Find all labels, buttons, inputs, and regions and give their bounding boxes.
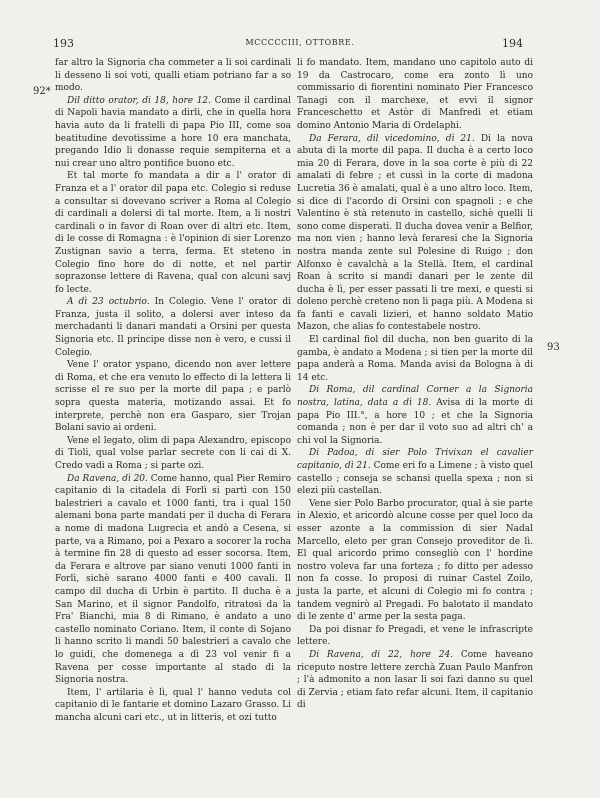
- paragraph-heading: Da Ravena, dì 20.: [67, 473, 148, 484]
- paragraph-text: Come il cardinal di Napoli havia mandato a dirli, che in quella hora havia auto da li fratelli di papa Pio III, come soa beatitudine devotissime a hore 10 era manchata, pregando Idio li donasse requie sempiterna et a nui crear uno altro pontifice buono etc.: [55, 95, 291, 169]
- paragraph: [297, 447, 533, 497]
- paragraph-text: In Colegio. Vene l' orator di Franza, justa il solito, a dolersi aver inteso da merchadanti li danari mandati a Orsini per questa Signoria etc. Il principe disse non è vero, e cussi il Colegio.: [55, 297, 292, 358]
- paragraph-heading: Di Ravena, di 22, hore 24.: [309, 649, 454, 660]
- paragraph-text: Da poi disnar fo Pregadi, et vene le infrascripte lettere.: [297, 624, 533, 648]
- paragraph: [297, 133, 533, 335]
- paragraph-heading: Di Padoa, di sier Polo Trivixan el cavalier capitanio, dì 21.: [297, 448, 533, 471]
- paragraph: [55, 359, 291, 435]
- paragraph: [55, 95, 291, 171]
- paragraph-text: El cardinal fiol dil ducha, non ben guarito di la gamba, è andato a Modena ; si tien per la morte dil papa anderà a Roma. Manda avisi da Bologna à di 14 etc.: [297, 335, 533, 383]
- margin-note-right: 93: [547, 342, 560, 353]
- right-column: [297, 57, 533, 712]
- paragraph: [297, 624, 533, 649]
- paragraph-text: Avisa di la morte di papa Pio III.°, a hore 10 ; et che la Signoria comanda ; non è per dar il voto suo ad altri ch' a chi vol la Signoria.: [297, 398, 533, 446]
- page-header: [0, 37, 600, 53]
- paragraph: [55, 170, 291, 296]
- paragraph-heading: A dì 23 octubrio.: [67, 297, 150, 308]
- paragraph: [55, 687, 291, 725]
- paragraph: [297, 498, 533, 624]
- paragraph-text: Di la nova abuta di la morte dil papa. Il ducha è a certo loco mia 20 di Ferara, dove in la soa corte è più di 22 amalati di febre ; et cussì in la corte di madona Lucretia 36 è amalati, qual è a uno altro loco. Item, si dice di l'acordo di Orsini con spagnoli ; e che Valentino è stà retenuto in castello, sichè quelli li sono come disperati. Il ducha dovea venir a Belfior, ma non vien ; hanno levà feraresi che la Signoria nostra manda zente sul Polesine di Ruigo ; don Alfonxo è cavalchà a la Stellà. Item, el cardinal Roan à scrito si mandi danari per le zente dil ducha è lì, per esser passati li tre mexi, e questi si doleno perchè creteno non li paga più. A Modena si fa fanti e cavali lizieri, et hanno soldato Matio Mazon, che alias fo contestabele nostro.: [297, 133, 533, 333]
- paragraph-text: Come haveano riceputo nostre lettere zerchà Zuan Paulo Manfron ; l'à admonito a non lasar li soi fazi danno su quel di Zervia ; etiam fato refar alcuni. Item, il capitanio di: [297, 649, 533, 711]
- paragraph-text: Vene l' orator yspano, dicendo non aver lettere di Roma, et che era venuto lo effecto di la lettera li scrisse el re suo per la morte dil papa ; e parlò sopra questa materia, motizando assai. Et fo interprete, perchè non era Gasparo, sier Trojan Bolani savio ai ordeni.: [55, 360, 291, 434]
- paragraph-text: Come hanno, qual Pier Remiro capitanio di la citadela di Forlì si partì con 150 balestrieri a cavalo et 1000 fanti, tra i qual 150 alemani bona parte mandati per il ducha di Ferara a nome di madona Lugrecia et andò a Cesena, si parte, va a Rimano, poi a Pexaro a socorer la rocha à termine fin 28 di questo ad esser socorsa. Item, da Ferara e altrove par siano venuti 1000 fanti in Forlì, sichè sarano 4000 fanti e 400 cavali. Il campo dil ducha di Urbin è partito. Il ducha è a San Marino, et il signor Pandolfo, ritratosi da la Fra' Bianchi, mia 8 di Rimano, è andato a uno castello nominato Coriano. Item, il conte di Sojano li hanno scrito li mandi 50 balestrieri a cavalo che lo guidi, che domenega a dì 23 vol venir fi a Ravena per cosse importante al stado di la Signoria nostra.: [55, 473, 292, 686]
- page-number-left: 193: [53, 37, 74, 50]
- paragraph-text: Item, l' artilaria è lì, qual l' hanno veduta col capitanio di le fantarie et domino Lazaro Grasso. Li mancha alcuni cari etc., ut in litteris, et ozi tutto: [55, 687, 291, 723]
- paragraph-heading: Da Ferara, dil vicedomino, dì 21.: [309, 133, 475, 144]
- paragraph: [297, 57, 533, 133]
- paragraph: [55, 296, 291, 359]
- paragraph-text: far altro la Signoria cha commeter a li soi cardinali li desseno li soi voti, qualli etiam potriano far a so modo.: [55, 58, 291, 94]
- paragraph-text: Vene sier Polo Barbo procurator, qual à sie parte in Alexio, et aricordò alcune cosse per quel loco da esser azonte a la commission di sier Nadal Marcello, eleto per gran Consejo proveditor de lì. El qual aricordo primo consegliò con l' hordine nostro voleva far una forteza ; fo ditto per adesso non fa cosse. Io proposi di ruinar Castel Zoilo, justa la parte, et alcuni di Colegio mi fo contra ; tandem vegnirò al Pregadi. Fo balotato il mandato di le zente d' arme per la sesta paga.: [297, 498, 533, 623]
- paragraph-text: Et tal morte fo mandata a dir a l' orator di Franza et a l' orator dil papa etc. Colegio si reduse a consultar si dovevano scriver a Roma al Colegio di cardinali a dolersi di tal morte. Item, a li nostri cardinali o in favor di Roan over di altri etc. Item, di le cosse di Romagna : è l'opinion di sier Lorenzo Zustignan savio a terra, ferma. Et steteno in Colegio fino hore do di notte, et nel partir soprazonse lettere di Ravena, qual con alcuni savj fo lecte.: [55, 171, 291, 295]
- paragraph-text: Come eri fo a Limene ; à visto quel castello ; conseja se schansi quella spexa ; non si elezi più castellan.: [297, 461, 533, 497]
- paragraph: [297, 649, 533, 712]
- margin-note-left: 92*: [33, 86, 51, 97]
- page-number-right: 194: [502, 37, 523, 50]
- paragraph: [55, 435, 291, 473]
- running-title: MCCCCCIII, OTTOBRE.: [245, 38, 355, 47]
- left-column: [55, 57, 291, 724]
- paragraph-heading: Dil ditto orator, di 18, hore 12.: [67, 95, 212, 106]
- paragraph: [55, 57, 291, 95]
- paragraph: [297, 384, 533, 447]
- paragraph: [297, 334, 533, 384]
- paragraph: [55, 473, 291, 687]
- paragraph-heading: Di Roma, dil cardinal Corner a la Signoria nostra, latina, data a dì 18.: [297, 385, 533, 409]
- paragraph-text: Vene el legato, olim di papa Alexandro, episcopo di Tioli, qual volse parlar secrete con li cai di X. Credo vadi a Roma ; si parte ozi.: [55, 435, 291, 471]
- paragraph-text: li fo mandato. Item, mandano uno capitolo auto di 19 da Castrocaro, come era zonto lì uno commissario di fiorentini nominato Pier Francesco Tanagi con il marchexe, et evvi il signor Franceschetto et Astòr di Manfredi et etiam domino Antonio Maria di Ordelaphi.: [297, 58, 533, 131]
